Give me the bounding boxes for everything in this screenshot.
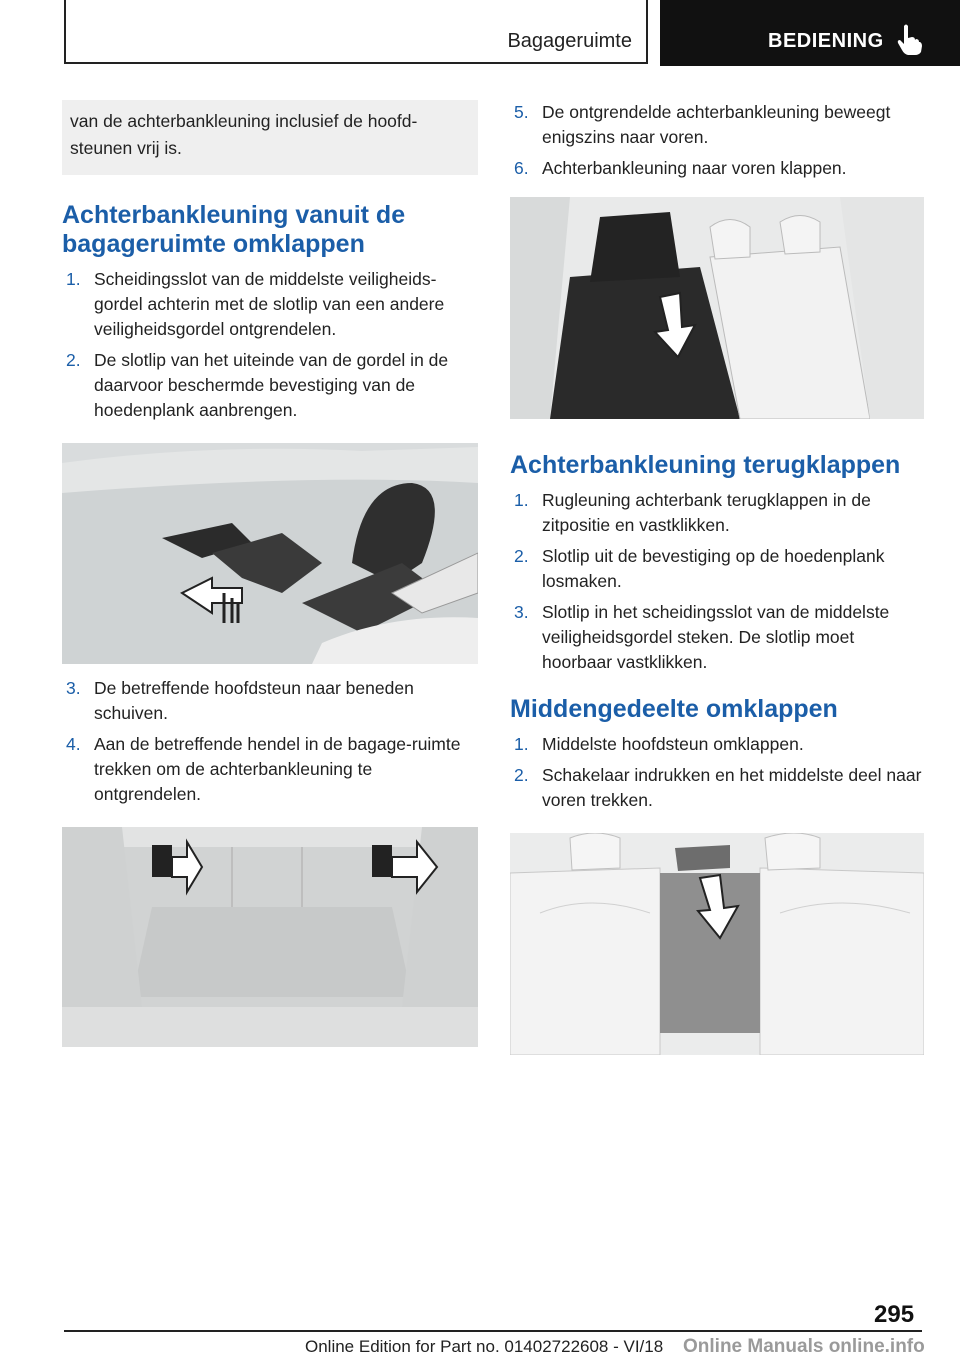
- list-item: [62, 676, 478, 726]
- header-frame: [64, 0, 648, 64]
- step-number: 4.: [66, 734, 81, 754]
- steps-list-a: [62, 267, 478, 423]
- list-item: [510, 732, 926, 757]
- step-number: 3.: [66, 678, 81, 698]
- section-heading-fold-back: Achterbankleuning terugklappen: [510, 451, 901, 479]
- list-item: [510, 763, 926, 813]
- step-number: 5.: [514, 102, 529, 122]
- step-text: Achterbankleuning naar voren klappen.: [542, 158, 847, 178]
- figure-trunk-release-handles: [62, 827, 478, 1047]
- list-item: [510, 600, 926, 675]
- steps-list-top: [510, 100, 926, 181]
- steps-list-b: [62, 676, 478, 807]
- step-number: 6.: [514, 158, 529, 178]
- step-text: Aan de betreffende hendel in de bagage-ruimte trekken om de achterbankleuning te ontgrendelen.: [94, 734, 461, 804]
- page-number: 295: [874, 1301, 915, 1328]
- step-text: De betreffende hoofdsteun naar beneden schuiven.: [94, 678, 414, 723]
- figure-belt-on-parcel-shelf: [62, 443, 478, 664]
- section-heading-fold-from-trunk: Achterbankleuning vanuit de bagageruimte omklappen: [62, 201, 406, 258]
- footer-edition-text: Online Edition for Part no. 01402722608 - VI/18: [305, 1337, 664, 1356]
- step-number: 1.: [514, 734, 529, 754]
- step-text: Middelste hoofdsteun omklappen.: [542, 734, 804, 754]
- figure-backrest-fold-forward: [510, 197, 924, 419]
- list-item: [510, 156, 926, 181]
- step-number: 2.: [66, 350, 81, 370]
- step-text: Slotlip in het scheidingsslot van de middelste veiligheidsgordel steken. De slotlip moet hoorbaar vastklikken.: [542, 602, 890, 672]
- list-item: [510, 488, 926, 538]
- header-chapter-title: BEDIENING: [768, 30, 884, 52]
- left-column: [62, 100, 478, 1047]
- step-text: Rugleuning achterbank terugklappen in de zitpositie en vastklikken.: [542, 490, 871, 535]
- list-item: [510, 100, 926, 150]
- steps-list-d: [510, 732, 926, 813]
- step-number: 2.: [514, 765, 529, 785]
- step-number: 3.: [514, 602, 529, 622]
- list-item: [62, 732, 478, 807]
- footer-watermark: Online Manuals online.info: [683, 1336, 925, 1357]
- continued-note-box: [62, 100, 478, 175]
- step-text: De ontgrendelde achterbankleuning beweegt enigszins naar voren.: [542, 102, 891, 147]
- steps-list-c: [510, 488, 926, 675]
- footer-divider: [64, 1330, 922, 1332]
- list-item: [510, 544, 926, 594]
- step-text: Scheidingsslot van de middelste veiligheids-gordel achterin met de slotlip van een andere veiligheidsgordel ontgrendelen.: [94, 269, 445, 339]
- step-number: 1.: [66, 269, 81, 289]
- step-number: 2.: [514, 546, 529, 566]
- list-item: [62, 267, 478, 342]
- header-chapter-bar: [660, 0, 960, 66]
- continued-note-text: van de achterbankleuning inclusief de hoofd-steunen vrij is.: [70, 111, 418, 158]
- header-section-title: Bagageruimte: [507, 30, 632, 52]
- step-number: 1.: [514, 490, 529, 510]
- figure-middle-section-fold: [510, 833, 924, 1055]
- step-text: Slotlip uit de bevestiging op de hoedenplank losmaken.: [542, 546, 885, 591]
- step-text: Schakelaar indrukken en het middelste deel naar voren trekken.: [542, 765, 922, 810]
- right-column: [510, 100, 926, 1055]
- section-heading-middle-section: Middengedeelte omklappen: [510, 695, 838, 723]
- list-item: [62, 348, 478, 423]
- step-text: De slotlip van het uiteinde van de gordel in de daarvoor beschermde bevestiging van de hoedenplank aanbrengen.: [94, 350, 449, 420]
- hand-pointer-icon: [894, 22, 924, 56]
